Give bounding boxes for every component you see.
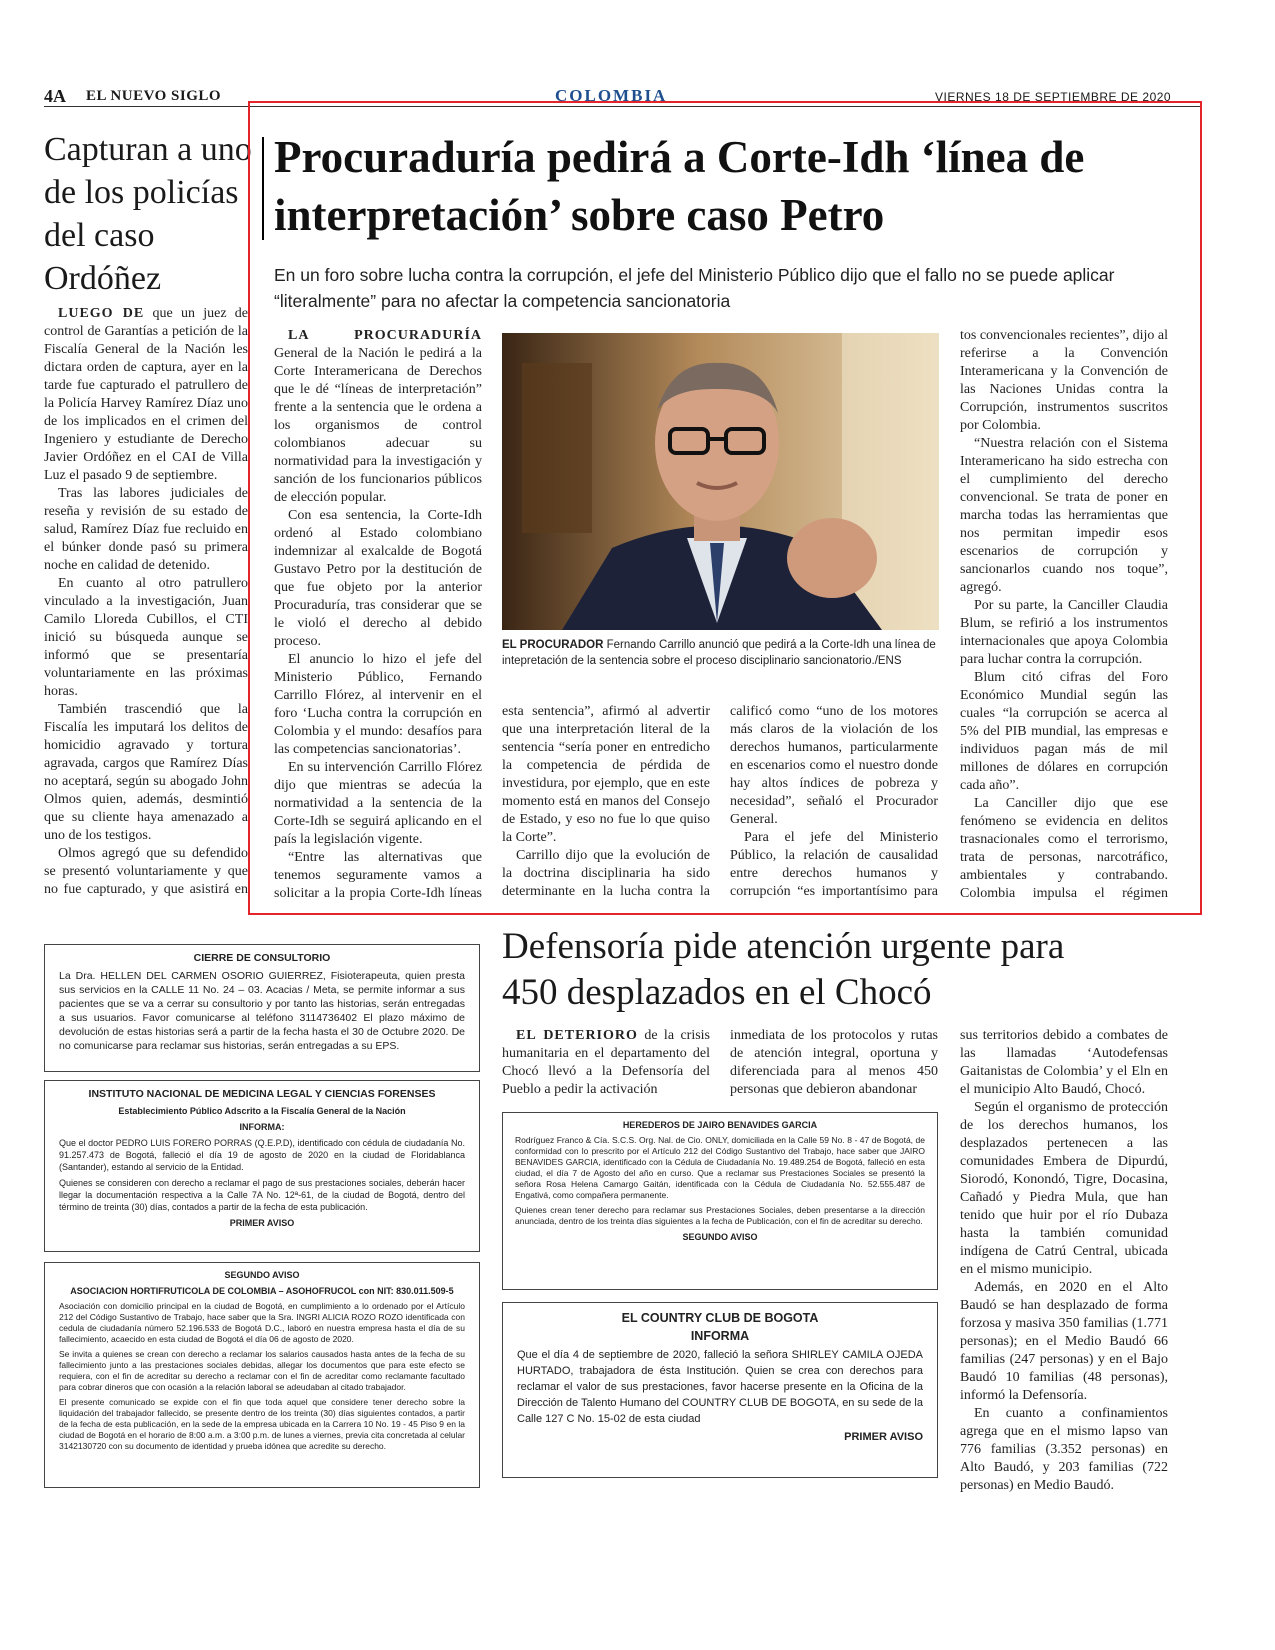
notice1-body: La Dra. HELLEN DEL CARMEN OSORIO GUIERREZ, Fisioterapeuta, quien presta sus servicios en la CALLE 11 No. 24 – 03. Acacias / Meta, se permite informar a sus pacientes que se va a cerrar su consultorio y por tanto las historias, serán entregadas a sus usuarios. Favor comunicarse al teléfono 3114736402 El plazo máximo de devolución de estas historias será a partir de la fecha hasta el 30 de Octubre 2020. De no comunicarse para reclamar sus historias, serán entregadas a su EPS. [59, 970, 465, 1052]
main-col4-p4: Blum citó cifras del Foro Económico Mundial según las cuales “la corrupción se acerca al 5% del PIB mundial, las empresas e individuos pagan más de mil millones de dólares en corrupción cada año”. [960, 670, 1168, 793]
second-col-3 [960, 1027, 1168, 1517]
page-date: VIERNES 18 DE SEPTIEMBRE DE 2020 [935, 90, 1172, 104]
notice4-body2: Quienes crean tener derecho para reclamar sus Prestaciones Sociales, deben presentarse a la dirección anunciada, dentro de los treinta días siguientes a la fecha de Publicación, con el fin de acreditar su derecho. [515, 1205, 925, 1226]
main-col3-p2: Para el jefe del Ministerio Público, la relación de causalidad entre derechos humanos y corrupción “es importantísimo para [730, 830, 938, 899]
main-col-1 [274, 327, 482, 905]
main-col2-p2: Carrillo dijo que la evolución de la doctrina disciplinaria ha sido determinante en la lucha contra la [502, 848, 710, 899]
paper-name: EL NUEVO SIGLO [86, 88, 222, 104]
photo-illustration [502, 333, 939, 630]
second-headline: Defensoría pide atención urgente para 450 desplazados en el Chocó [502, 926, 1065, 1013]
main-col4-p5: La Canciller dijo que ese fenómeno se evidencia en delitos trasnacionales como el terrorismo, trata de personas, narcotráfico, ambientales y contrabando. Colombia impulsa el régimen [960, 796, 1168, 901]
notice2-label: INFORMA: [239, 1122, 285, 1132]
notice5-title: EL COUNTRY CLUB DE BOGOTA [621, 1311, 819, 1325]
section-label: COLOMBIA [555, 86, 668, 105]
photo-caption-text: Fernando Carrillo anunció que pedirá a la Corte-Idh una línea de intepretación de la sentencia sobre el proceso disciplinario sancionatorio./ENS [502, 639, 936, 667]
notice2-body2: Quienes se consideren con derecho a reclamar el pago de sus prestaciones sociales, deberán hacer llegar la documentación respectiva a la Calle 7A No. 12ª-61, de la ciudad de Bogotá, dentro del término de treinta (30) días, contados a partir de la fecha de esta publicación. [59, 1178, 465, 1212]
left-story-p2: Tras las labores judiciales de reseña y revisión de su estado de salud, Ramírez Díaz fue recluido en el búnker donde pasó su primera noche en calidad de detenido. [44, 486, 248, 573]
notice3-title: SEGUNDO AVISO [224, 1270, 300, 1280]
main-col1-p1: General de la Nación le pedirá a la Corte Interamericana de Derechos que le dé “líneas de interpretación” frente a la sentencia que le ordena a los organismos de control colombianos adecuar su normatividad para la investigación y sanción de los funcionarios públicos de elección popular. [274, 346, 482, 505]
second-col2-text: inmediata de los protocolos y rutas de atención integral, oportuna y diferenciada para al menos 450 personas que debieron abandonar [730, 1028, 938, 1097]
second-col3-p1: sus territorios debido a combates de las llamadas ‘Autodefensas Gaitanistas de Colombia’ y el Eln en el municipio Alto Baudó, Chocó. [960, 1028, 1168, 1097]
notice2-footer: PRIMER AVISO [229, 1218, 295, 1228]
headline-left-rule [262, 137, 264, 240]
main-col2-p1: esta sentencia”, afirmó al advertir que una interpretación literal de la sentencia “sería poner en entredicho la competencia de pérdida de investidura, por ejemplo, que en este momento está en manos del Consejo de Estado, y eso no fue lo que quiso la Corte”. [502, 704, 710, 845]
notice3-body2: Se invita a quienes se crean con derecho a reclamar los salarios causados hasta antes de la fecha de su fallecimiento junto a las prestaciones sociales debidas, allegar los documentos que para este efecto se requiera, con el fin de acreditar su derecho a reclamar con el fin de acreditar como reclamante facultado para cobrar dineros que con ocasión a la relación laboral se adeudaban al citado trabajador. [59, 1349, 465, 1392]
second-col1-text: de la crisis humanitaria en el departamento del Chocó llevó a la Defensoría del Pueblo a pedir la activación [502, 1028, 710, 1097]
main-col-3 [730, 703, 938, 903]
second-col3-p4: En cuanto a confinamientos agrega que en el mismo lapso van 776 familias (3.352 personas) en Alto Baudó, y 203 familias (722 personas) en Medio Baudó. [960, 1406, 1168, 1493]
notice2-subtitle: Establecimiento Público Adscrito a la Fiscalía General de la Nación [118, 1106, 406, 1116]
main-col4-p1: tos convencionales recientes”, dijo al referirse a la Convención Interamericana y la Convención de las Naciones Unidas contra la Corrupción, instrumentos suscritos por Colombia. [960, 328, 1168, 433]
second-col3-p2: Según el organismo de protección de los derechos humanos, los desplazados pertenecen a las comunidades Embera de Dipurdú, Siorodó, Konondó, Tigre, Docasina, Cañadó y Piedra Mula, que han tenido que huir por el río Dubaza hasta la también comunidad indígena de Catrú Central, ubicada en el mismo municipio. [960, 1100, 1168, 1277]
notice2-body1: Que el doctor PEDRO LUIS FORERO PORRAS (Q.E.P.D), identificado con cédula de ciudadanía No. 91.257.473 de Bogotá, falleció el día 19 de agosto de 2020 en la ciudad de Floridablanca (Santander), estando al servicio de la Entidad. [59, 1138, 465, 1172]
main-col1-p2: Con esa sentencia, la Corte-Idh ordenó al Estado colombiano indemnizar al exalcalde de Bogotá Gustavo Petro por la destitución de que fue objeto por la anterior Procuraduría, tras considerar que se le violó el derecho al debido proceso. [274, 508, 482, 649]
notice4-footer: SEGUNDO AVISO [682, 1232, 758, 1242]
notice2-title: INSTITUTO NACIONAL DE MEDICINA LEGAL Y CIENCIAS FORENSES [88, 1088, 436, 1100]
notice4-body1: Rodríguez Franco & Cía. S.C.S. Org. Nal. de Cio. ONLY, domiciliada en la Calle 59 No. 8 - 47 de Bogotá, de conformidad con lo prescrito por el Artículo 212 del Código Sustantivo del Trabajo, hace saber que JAIRO BENAVIDES GARCIA, identificado con la Cédula de Ciudadanía No. 19.489.254 de Bogotá, falleció en esta ciudad, el día 7 de Agosto del año en curso. Que a reclamar sus Prestaciones Sociales se presentó la señora Rosa Helena Camargo Gaitán, identificada con la Cédula de Ciudadanía No. 52.555.487 de Engativá, como compañera permanente. [515, 1135, 925, 1200]
notice-medicina-legal [44, 1080, 480, 1252]
left-story-p5: Olmos agregó que su defendido se presentó voluntariamente y que no fue capturado, y que asistirá en [44, 846, 248, 897]
second-col3-p3: Además, en 2020 en el Alto Baudó se han desplazado de forma forzosa y masiva 350 familias (1.771 personas); en el Medio Baudó 66 familias (247 personas) y en el Bajo Baudó 10 familias (48 personas), informó la Defensoría. [960, 1280, 1168, 1403]
notice3-body1: Asociación con domicilio principal en la ciudad de Bogotá, en cumplimiento a lo ordenado por el Artículo 212 del Código Sustantivo de Trabajo, hace saber que la Sra. INGRI ALICIA ROZO ROZO identificada con cedula de ciudadanía número 52.196.533 de Bogotá D.C., laboró en nuestra empresa hasta el día de su fallecimiento, acaecido en esta ciudad de Bogotá el día 06 de agosto de 2020. [59, 1301, 465, 1344]
left-story-p3: En cuanto al otro patrullero vinculado a la investigación, Juan Camilo Lloreda Cubillos, el CTI inició su búsqueda aunque se informó que se presentaría voluntariamente en las próximas horas. [44, 576, 248, 699]
notice1-title: CIERRE DE CONSULTORIO [193, 952, 331, 964]
left-story-lead: LUEGO DE [58, 306, 145, 321]
notice-asohofrucol [44, 1262, 480, 1488]
notice-herederos-benavides [502, 1112, 938, 1290]
main-col3-p1: calificó como “uno de los motores más claros de la violación de los derechos humanos, particularmente en escenarios como el nuestro donde hay altos índices de pobreza y necesidad”, señaló el Procurador General. [730, 704, 938, 827]
left-story-p1: que un juez de control de Garantías a petición de la Fiscalía General de la Nación les dictara orden de captura, ayer en la tarde fue capturado el patrullero de la Policía Harvey Ramírez Díaz uno de los implicados en el crimen del Ingeniero y estudiante de Derecho Javier Ordóñez en el CAI de Villa Luz el pasado 9 de septiembre. [44, 306, 248, 483]
left-story-body [44, 305, 248, 897]
notice3-subtitle: ASOCIACION HORTIFRUTICOLA DE COLOMBIA – ASOHOFRUCOL con NIT: 830.011.509-5 [70, 1286, 454, 1296]
notice4-title: HEREDEROS DE JAIRO BENAVIDES GARCIA [622, 1120, 818, 1130]
notice-cierre-consultorio [44, 944, 480, 1072]
main-col4-p3: Por su parte, la Canciller Claudia Blum, se refirió a los instrumentos internacionales que apoya Colombia para luchar contra la corrupción. [960, 598, 1168, 667]
main-col-2 [502, 703, 710, 903]
notice5-body: Que el día 4 de septiembre de 2020, falleció la señora SHIRLEY CAMILA OJEDA HURTADO, trabajadora de ésta Institución. Quien se crea con derechos para reclamar el valor de sus prestaciones, favor hacerse presente en la Oficina de la Dirección de Talento Humano del COUNTRY CLUB DE BOGOTA, en su sede de la Calle 127 C No. 15-02 de esta ciudad [517, 1349, 923, 1425]
photo-caption-lead: EL PROCURADOR [502, 639, 604, 651]
main-col1-p3: El anuncio lo hizo el jefe del Ministerio Público, Fernando Carrillo Flórez, al intervenir en el foro ‘Lucha contra la corrupción en Colombia y el mundo: desafíos para las competencias sancionatorias’. [274, 652, 482, 757]
page-number: 4A [44, 86, 66, 106]
procurador-photo [502, 333, 939, 630]
notice3-body3: El presente comunicado se expide con el fin que toda aquel que considere tener derecho sobre la liquidación del trabajador fallecido, se presente dentro de los treinta (30) días siguientes contados, a partir de la fecha de esta publicación, en la sede de la empresa ubicada en la Carrera 10 No. 19 - 45 Piso 9 en la ciudad de Bogotá en el horario de 8:00 a.m. a 3:00 p.m. de lunes a viernes, previa cita concretada al celular 3142130720 con su documento de identidad y prueba idónea que acredite su derecho. [59, 1397, 465, 1451]
notice5-label: INFORMA [690, 1329, 750, 1343]
photo-caption [502, 637, 939, 669]
second-story-lead: EL DETERIORO [516, 1028, 638, 1043]
main-headline: Procuraduría pedirá a Corte-Idh ‘línea de interpretación’ sobre caso Petro [274, 132, 1085, 240]
second-col-2 [730, 1027, 938, 1102]
main-subhead: En un foro sobre lucha contra la corrupción, el jefe del Ministerio Público dijo que el fallo no se puede aplicar “literalmente” para no afectar la competencia sancionatoria [274, 265, 1115, 311]
main-story-lead: LA PROCURADURÍA [288, 328, 482, 343]
main-col4-p2: “Nuestra relación con el Sistema Interamericano ha sido estrecha con el cumplimiento del derecho convencional. Se trata de poner en marcha todas las herramientas que nos permitan impedir esos escenarios de corrupción y sancionarlos cuando nos toque”, agregó. [960, 436, 1168, 595]
main-col-4 [960, 327, 1168, 905]
left-story-p4: También trascendió que la Fiscalía les imputará los delitos de homicidio agravado y tortura agravada, cargos que Ramírez Días no aceptará, según su abogado John Olmos quien, además, desmintió que su cliente haya amenazado a uno de los testigos. [44, 702, 248, 843]
notice5-footer: PRIMER AVISO [844, 1431, 923, 1443]
main-col1-p4: En su intervención Carrillo Flórez dijo que mientras se adecúa la normatividad a la sentencia de la Corte-Idh se seguirá aplicando en el país la legislación vigente. [274, 760, 482, 847]
notice-country-club [502, 1302, 938, 1478]
second-col-1 [502, 1027, 710, 1102]
main-col1-p5: “Entre las alternativas que tenemos seguramente vamos a solicitar a la propia Corte-Idh líneas [274, 850, 482, 901]
left-story-headline: Capturan a uno de los policías del caso Ordóñez [44, 131, 252, 297]
